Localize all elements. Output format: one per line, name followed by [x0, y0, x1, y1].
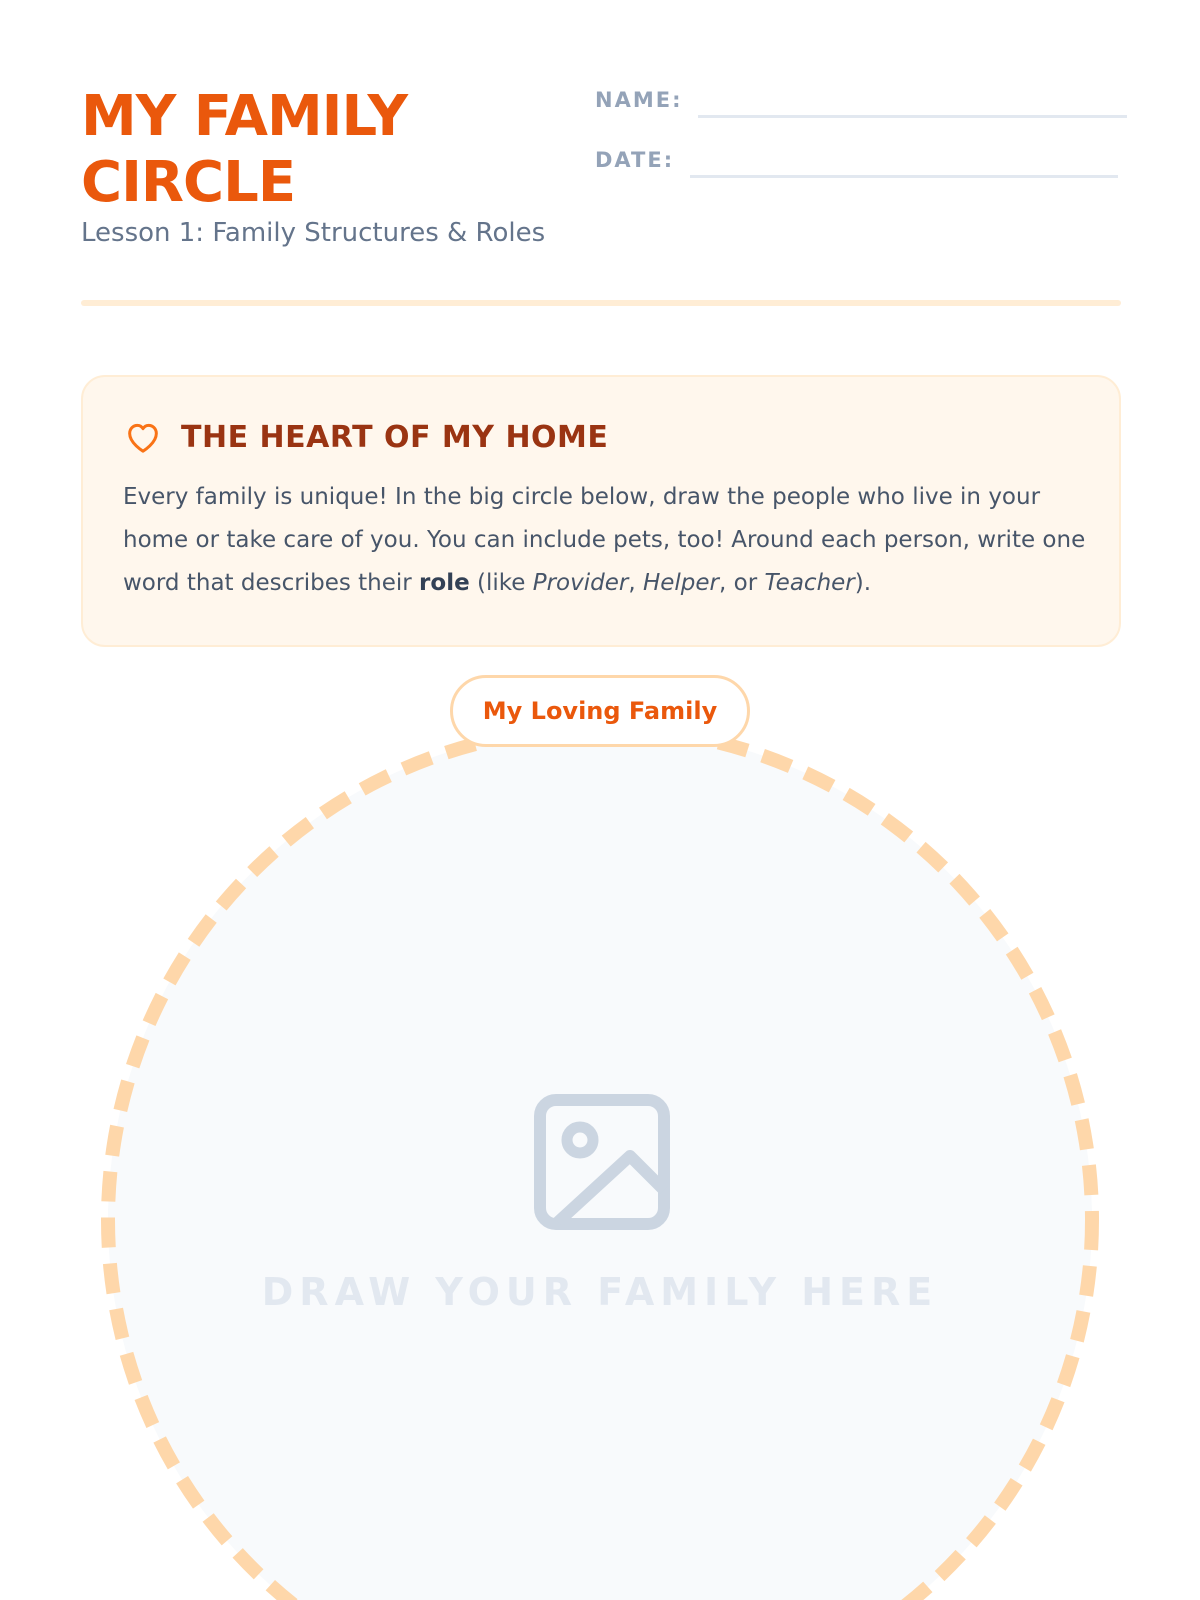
- date-line[interactable]: [690, 175, 1118, 178]
- date-field: [595, 138, 1118, 178]
- draw-placeholder: DRAW YOUR FAMILY HERE: [261, 1270, 939, 1314]
- title-line-1: MY FAMILY: [81, 84, 408, 149]
- card-title: THE HEART OF MY HOME: [181, 419, 609, 455]
- instruction-card: [81, 375, 1121, 647]
- heart-icon: [123, 417, 163, 457]
- role-keyword: role: [419, 570, 470, 596]
- card-header: [123, 417, 608, 457]
- example-provider: Provider: [532, 570, 629, 596]
- example-helper: Helper: [642, 570, 719, 596]
- example-teacher: Teacher: [764, 570, 855, 596]
- name-label: NAME:: [595, 88, 683, 112]
- card-instructions: Every family is unique! In the big circle below, draw the people who live in your home or take care of you. You can include pets, too! Around each person, write one word that describes their role (like Provider, Helper, or Teacher).: [123, 484, 1086, 596]
- lesson-subtitle: Lesson 1: Family Structures & Roles: [81, 218, 546, 248]
- date-label: DATE:: [595, 148, 675, 172]
- header-divider: [81, 300, 1121, 306]
- worksheet-title: [81, 84, 521, 216]
- name-field: [595, 78, 1127, 118]
- title-line-2: CIRCLE: [81, 150, 296, 215]
- name-line[interactable]: [698, 115, 1127, 118]
- image-icon: [534, 1094, 670, 1230]
- circle-badge: My Loving Family: [450, 675, 750, 747]
